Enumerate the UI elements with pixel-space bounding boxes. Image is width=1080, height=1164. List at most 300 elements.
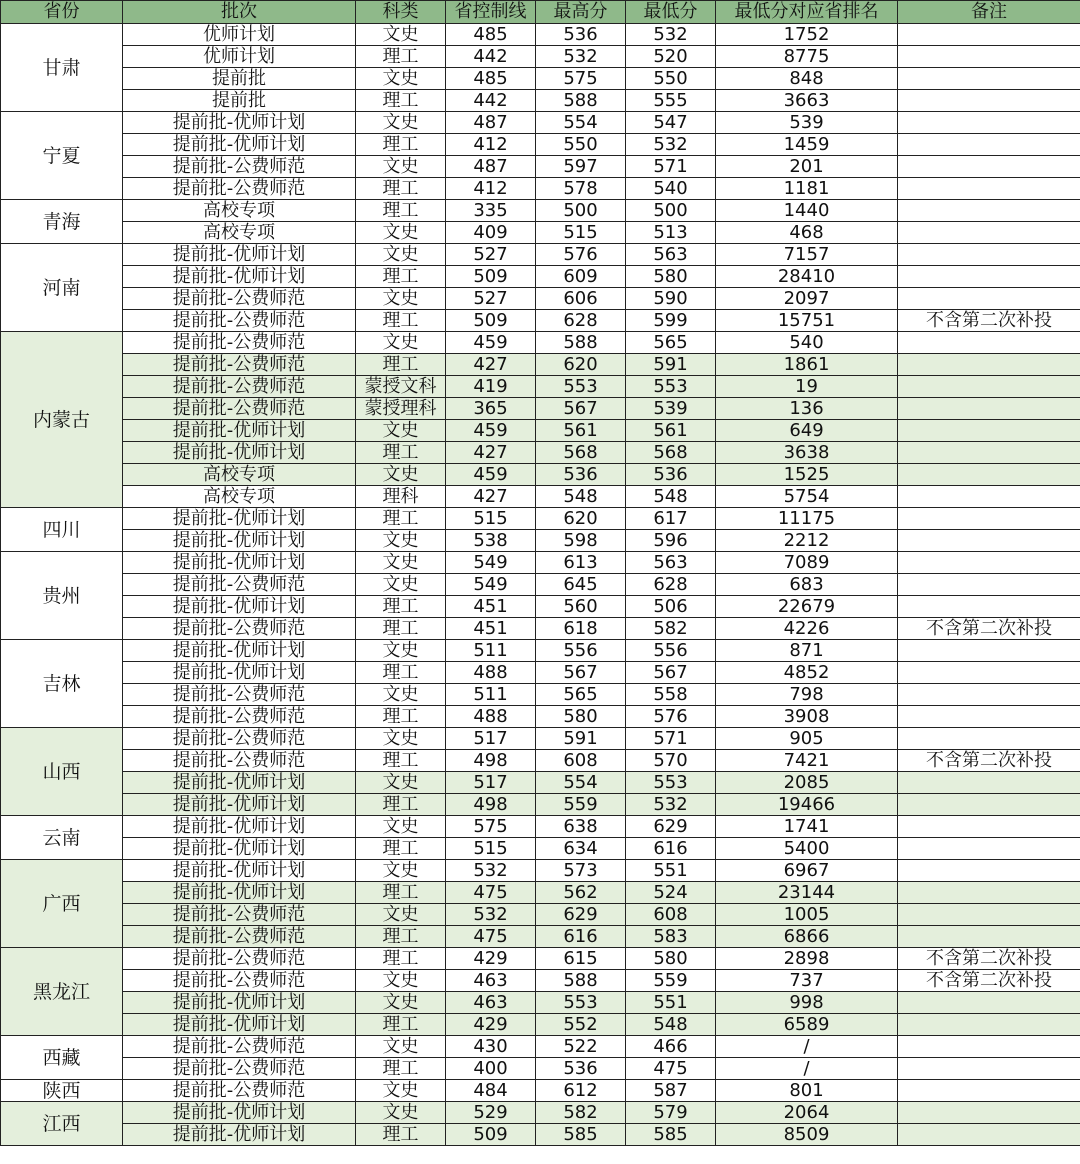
min-score-cell: 556: [626, 640, 716, 662]
table-row: [1, 904, 1080, 926]
max-score-cell: 515: [536, 222, 626, 244]
control-line-cell: 459: [446, 464, 536, 486]
batch-cell: 提前批-公费师范: [123, 948, 356, 970]
note-cell: [898, 904, 1080, 926]
min-rank-cell: 998: [716, 992, 898, 1014]
subject-cell: 文史: [356, 640, 446, 662]
batch-cell: 提前批-优师计划: [123, 1124, 356, 1146]
min-rank-cell: 28410: [716, 266, 898, 288]
note-cell: [898, 134, 1080, 156]
table-row: [1, 948, 1080, 970]
min-score-cell: 583: [626, 926, 716, 948]
min-rank-cell: 1181: [716, 178, 898, 200]
table-row: [1, 354, 1080, 376]
min-rank-cell: 6967: [716, 860, 898, 882]
min-score-cell: 550: [626, 68, 716, 90]
min-rank-cell: 539: [716, 112, 898, 134]
min-score-cell: 590: [626, 288, 716, 310]
table-row: [1, 398, 1080, 420]
batch-cell: 提前批-公费师范: [123, 156, 356, 178]
max-score-cell: 568: [536, 442, 626, 464]
max-score-cell: 588: [536, 970, 626, 992]
note-cell: [898, 1080, 1080, 1102]
max-score-cell: 556: [536, 640, 626, 662]
table-row: [1, 200, 1080, 222]
subject-cell: 理工: [356, 46, 446, 68]
header-row: [1, 1, 1080, 24]
batch-cell: 提前批-公费师范: [123, 178, 356, 200]
control-line-cell: 335: [446, 200, 536, 222]
max-score-cell: 580: [536, 706, 626, 728]
max-score-cell: 575: [536, 68, 626, 90]
table-row: [1, 1058, 1080, 1080]
batch-cell: 提前批-优师计划: [123, 266, 356, 288]
max-score-cell: 553: [536, 376, 626, 398]
table-row: [1, 46, 1080, 68]
min-score-cell: 506: [626, 596, 716, 618]
note-cell: [898, 596, 1080, 618]
note-cell: [898, 1058, 1080, 1080]
batch-cell: 提前批-公费师范: [123, 706, 356, 728]
batch-cell: 提前批-公费师范: [123, 288, 356, 310]
province-cell: 宁夏: [1, 112, 123, 200]
note-cell: [898, 1014, 1080, 1036]
control-line-cell: 419: [446, 376, 536, 398]
min-rank-cell: 1741: [716, 816, 898, 838]
province-cell: 四川: [1, 508, 123, 552]
min-score-cell: 548: [626, 486, 716, 508]
batch-cell: 提前批-优师计划: [123, 420, 356, 442]
table-row: [1, 926, 1080, 948]
max-score-cell: 567: [536, 398, 626, 420]
min-score-cell: 571: [626, 156, 716, 178]
control-line-cell: 517: [446, 728, 536, 750]
subject-cell: 理工: [356, 310, 446, 332]
province-cell: 云南: [1, 816, 123, 860]
min-rank-cell: 798: [716, 684, 898, 706]
subject-cell: 蒙授理科: [356, 398, 446, 420]
min-score-cell: 591: [626, 354, 716, 376]
batch-cell: 提前批-公费师范: [123, 750, 356, 772]
batch-cell: 提前批-优师计划: [123, 596, 356, 618]
batch-cell: 提前批-优师计划: [123, 508, 356, 530]
min-rank-cell: 3908: [716, 706, 898, 728]
header-batch: 批次: [123, 1, 356, 24]
batch-cell: 高校专项: [123, 486, 356, 508]
batch-cell: 提前批-公费师范: [123, 310, 356, 332]
max-score-cell: 591: [536, 728, 626, 750]
subject-cell: 文史: [356, 1080, 446, 1102]
note-cell: [898, 156, 1080, 178]
batch-cell: 提前批-公费师范: [123, 1058, 356, 1080]
table-row: [1, 706, 1080, 728]
table-row: [1, 332, 1080, 354]
control-line-cell: 515: [446, 508, 536, 530]
table-row: [1, 288, 1080, 310]
table-row: [1, 1124, 1080, 1146]
control-line-cell: 409: [446, 222, 536, 244]
control-line-cell: 427: [446, 442, 536, 464]
note-cell: 不含第二次补投: [898, 750, 1080, 772]
province-cell: 广西: [1, 860, 123, 948]
batch-cell: 提前批-公费师范: [123, 574, 356, 596]
max-score-cell: 560: [536, 596, 626, 618]
subject-cell: 理工: [356, 1124, 446, 1146]
min-score-cell: 540: [626, 178, 716, 200]
min-rank-cell: 1005: [716, 904, 898, 926]
table-row: [1, 530, 1080, 552]
max-score-cell: 548: [536, 486, 626, 508]
min-score-cell: 608: [626, 904, 716, 926]
control-line-cell: 365: [446, 398, 536, 420]
control-line-cell: 484: [446, 1080, 536, 1102]
min-score-cell: 466: [626, 1036, 716, 1058]
subject-cell: 理工: [356, 266, 446, 288]
control-line-cell: 459: [446, 420, 536, 442]
note-cell: [898, 354, 1080, 376]
min-rank-cell: 4852: [716, 662, 898, 684]
batch-cell: 提前批-优师计划: [123, 992, 356, 1014]
note-cell: [898, 200, 1080, 222]
min-score-cell: 596: [626, 530, 716, 552]
min-score-cell: 555: [626, 90, 716, 112]
table-row: [1, 552, 1080, 574]
max-score-cell: 559: [536, 794, 626, 816]
control-line-cell: 412: [446, 134, 536, 156]
batch-cell: 提前批-优师计划: [123, 772, 356, 794]
subject-cell: 理工: [356, 948, 446, 970]
control-line-cell: 475: [446, 882, 536, 904]
subject-cell: 理工: [356, 706, 446, 728]
batch-cell: 提前批-优师计划: [123, 530, 356, 552]
subject-cell: 理工: [356, 90, 446, 112]
header-subject: 科类: [356, 1, 446, 24]
batch-cell: 提前批-公费师范: [123, 1036, 356, 1058]
batch-cell: 高校专项: [123, 464, 356, 486]
subject-cell: 文史: [356, 1102, 446, 1124]
note-cell: [898, 794, 1080, 816]
min-rank-cell: 468: [716, 222, 898, 244]
control-line-cell: 485: [446, 68, 536, 90]
max-score-cell: 616: [536, 926, 626, 948]
subject-cell: 理工: [356, 200, 446, 222]
min-score-cell: 563: [626, 244, 716, 266]
min-rank-cell: 649: [716, 420, 898, 442]
max-score-cell: 609: [536, 266, 626, 288]
min-rank-cell: 1459: [716, 134, 898, 156]
table-row: [1, 838, 1080, 860]
min-score-cell: 475: [626, 1058, 716, 1080]
note-cell: [898, 574, 1080, 596]
min-score-cell: 520: [626, 46, 716, 68]
min-score-cell: 580: [626, 266, 716, 288]
note-cell: [898, 398, 1080, 420]
control-line-cell: 451: [446, 596, 536, 618]
min-score-cell: 585: [626, 1124, 716, 1146]
note-cell: [898, 332, 1080, 354]
min-rank-cell: 4226: [716, 618, 898, 640]
max-score-cell: 536: [536, 24, 626, 46]
batch-cell: 高校专项: [123, 222, 356, 244]
min-score-cell: 563: [626, 552, 716, 574]
min-rank-cell: 1440: [716, 200, 898, 222]
min-score-cell: 570: [626, 750, 716, 772]
subject-cell: 文史: [356, 816, 446, 838]
table-row: [1, 486, 1080, 508]
table-row: [1, 1014, 1080, 1036]
note-cell: [898, 420, 1080, 442]
subject-cell: 理工: [356, 134, 446, 156]
note-cell: 不含第二次补投: [898, 970, 1080, 992]
min-rank-cell: 2212: [716, 530, 898, 552]
min-score-cell: 532: [626, 134, 716, 156]
min-rank-cell: 3663: [716, 90, 898, 112]
min-rank-cell: /: [716, 1058, 898, 1080]
province-cell: 陕西: [1, 1080, 123, 1102]
subject-cell: 理工: [356, 794, 446, 816]
subject-cell: 理工: [356, 662, 446, 684]
note-cell: [898, 68, 1080, 90]
max-score-cell: 629: [536, 904, 626, 926]
batch-cell: 提前批-优师计划: [123, 244, 356, 266]
subject-cell: 文史: [356, 332, 446, 354]
note-cell: [898, 640, 1080, 662]
max-score-cell: 500: [536, 200, 626, 222]
header-note: 备注: [898, 1, 1080, 24]
note-cell: 不含第二次补投: [898, 310, 1080, 332]
min-score-cell: 571: [626, 728, 716, 750]
control-line-cell: 509: [446, 266, 536, 288]
max-score-cell: 536: [536, 1058, 626, 1080]
subject-cell: 文史: [356, 860, 446, 882]
max-score-cell: 565: [536, 684, 626, 706]
table-row: [1, 970, 1080, 992]
control-line-cell: 511: [446, 640, 536, 662]
max-score-cell: 612: [536, 1080, 626, 1102]
note-cell: [898, 376, 1080, 398]
subject-cell: 文史: [356, 728, 446, 750]
control-line-cell: 515: [446, 838, 536, 860]
max-score-cell: 608: [536, 750, 626, 772]
subject-cell: 理工: [356, 750, 446, 772]
max-score-cell: 567: [536, 662, 626, 684]
min-score-cell: 629: [626, 816, 716, 838]
batch-cell: 高校专项: [123, 200, 356, 222]
table-row: [1, 508, 1080, 530]
table-row: [1, 750, 1080, 772]
note-cell: [898, 464, 1080, 486]
subject-cell: 文史: [356, 420, 446, 442]
subject-cell: 文史: [356, 992, 446, 1014]
min-rank-cell: 3638: [716, 442, 898, 464]
min-rank-cell: 871: [716, 640, 898, 662]
min-score-cell: 524: [626, 882, 716, 904]
note-cell: [898, 288, 1080, 310]
subject-cell: 文史: [356, 244, 446, 266]
max-score-cell: 645: [536, 574, 626, 596]
note-cell: [898, 222, 1080, 244]
table-row: [1, 464, 1080, 486]
batch-cell: 提前批-优师计划: [123, 662, 356, 684]
min-rank-cell: 7157: [716, 244, 898, 266]
province-cell: 山西: [1, 728, 123, 816]
max-score-cell: 550: [536, 134, 626, 156]
min-rank-cell: 2064: [716, 1102, 898, 1124]
batch-cell: 提前批-优师计划: [123, 640, 356, 662]
control-line-cell: 538: [446, 530, 536, 552]
control-line-cell: 463: [446, 970, 536, 992]
note-cell: [898, 728, 1080, 750]
min-rank-cell: /: [716, 1036, 898, 1058]
min-score-cell: 539: [626, 398, 716, 420]
table-row: [1, 442, 1080, 464]
control-line-cell: 527: [446, 288, 536, 310]
control-line-cell: 427: [446, 486, 536, 508]
max-score-cell: 578: [536, 178, 626, 200]
note-cell: [898, 112, 1080, 134]
batch-cell: 提前批-优师计划: [123, 860, 356, 882]
max-score-cell: 615: [536, 948, 626, 970]
note-cell: [898, 816, 1080, 838]
note-cell: [898, 992, 1080, 1014]
min-rank-cell: 1861: [716, 354, 898, 376]
max-score-cell: 613: [536, 552, 626, 574]
control-line-cell: 488: [446, 706, 536, 728]
note-cell: [898, 706, 1080, 728]
batch-cell: 提前批-优师计划: [123, 838, 356, 860]
subject-cell: 理工: [356, 618, 446, 640]
max-score-cell: 573: [536, 860, 626, 882]
table-row: [1, 1080, 1080, 1102]
control-line-cell: 442: [446, 46, 536, 68]
note-cell: [898, 1124, 1080, 1146]
subject-cell: 理工: [356, 442, 446, 464]
batch-cell: 提前批-优师计划: [123, 1014, 356, 1036]
control-line-cell: 487: [446, 156, 536, 178]
subject-cell: 理工: [356, 1058, 446, 1080]
subject-cell: 文史: [356, 552, 446, 574]
batch-cell: 提前批: [123, 68, 356, 90]
min-rank-cell: 5400: [716, 838, 898, 860]
min-score-cell: 500: [626, 200, 716, 222]
min-rank-cell: 7421: [716, 750, 898, 772]
batch-cell: 提前批-公费师范: [123, 332, 356, 354]
min-score-cell: 616: [626, 838, 716, 860]
note-cell: [898, 530, 1080, 552]
note-cell: [898, 46, 1080, 68]
min-score-cell: 553: [626, 376, 716, 398]
max-score-cell: 553: [536, 992, 626, 1014]
batch-cell: 提前批-优师计划: [123, 1102, 356, 1124]
batch-cell: 提前批-公费师范: [123, 904, 356, 926]
min-score-cell: 532: [626, 24, 716, 46]
province-cell: 江西: [1, 1102, 123, 1146]
min-rank-cell: 11175: [716, 508, 898, 530]
table-row: [1, 310, 1080, 332]
batch-cell: 提前批-公费师范: [123, 684, 356, 706]
min-score-cell: 628: [626, 574, 716, 596]
control-line-cell: 529: [446, 1102, 536, 1124]
note-cell: [898, 244, 1080, 266]
subject-cell: 文史: [356, 68, 446, 90]
header-control-line: 省控制线: [446, 1, 536, 24]
min-score-cell: 617: [626, 508, 716, 530]
max-score-cell: 554: [536, 112, 626, 134]
note-cell: [898, 178, 1080, 200]
min-score-cell: 561: [626, 420, 716, 442]
table-row: [1, 376, 1080, 398]
min-score-cell: 579: [626, 1102, 716, 1124]
min-rank-cell: 5754: [716, 486, 898, 508]
min-score-cell: 599: [626, 310, 716, 332]
subject-cell: 文史: [356, 772, 446, 794]
batch-cell: 提前批-公费师范: [123, 354, 356, 376]
min-rank-cell: 1752: [716, 24, 898, 46]
min-score-cell: 565: [626, 332, 716, 354]
subject-cell: 理工: [356, 178, 446, 200]
note-cell: 不含第二次补投: [898, 618, 1080, 640]
subject-cell: 文史: [356, 222, 446, 244]
control-line-cell: 509: [446, 1124, 536, 1146]
subject-cell: 文史: [356, 288, 446, 310]
province-cell: 黑龙江: [1, 948, 123, 1036]
table-row: [1, 882, 1080, 904]
subject-cell: 文史: [356, 464, 446, 486]
table-row: [1, 112, 1080, 134]
min-rank-cell: 2097: [716, 288, 898, 310]
max-score-cell: 588: [536, 332, 626, 354]
table-row: [1, 222, 1080, 244]
min-rank-cell: 7089: [716, 552, 898, 574]
table-row: [1, 728, 1080, 750]
max-score-cell: 618: [536, 618, 626, 640]
table-body: [1, 24, 1080, 1146]
min-rank-cell: 540: [716, 332, 898, 354]
note-cell: [898, 926, 1080, 948]
subject-cell: 文史: [356, 684, 446, 706]
max-score-cell: 598: [536, 530, 626, 552]
note-cell: [898, 662, 1080, 684]
table-row: [1, 68, 1080, 90]
subject-cell: 文史: [356, 24, 446, 46]
table-row: [1, 596, 1080, 618]
min-rank-cell: 19: [716, 376, 898, 398]
table-row: [1, 640, 1080, 662]
control-line-cell: 488: [446, 662, 536, 684]
batch-cell: 提前批-优师计划: [123, 816, 356, 838]
max-score-cell: 561: [536, 420, 626, 442]
min-score-cell: 532: [626, 794, 716, 816]
province-cell: 吉林: [1, 640, 123, 728]
min-rank-cell: 1525: [716, 464, 898, 486]
table-row: [1, 1102, 1080, 1124]
min-rank-cell: 201: [716, 156, 898, 178]
note-cell: [898, 838, 1080, 860]
note-cell: [898, 552, 1080, 574]
batch-cell: 提前批-公费师范: [123, 970, 356, 992]
min-score-cell: 548: [626, 1014, 716, 1036]
batch-cell: 提前批-公费师范: [123, 618, 356, 640]
control-line-cell: 400: [446, 1058, 536, 1080]
min-rank-cell: 683: [716, 574, 898, 596]
max-score-cell: 588: [536, 90, 626, 112]
control-line-cell: 532: [446, 904, 536, 926]
control-line-cell: 463: [446, 992, 536, 1014]
min-score-cell: 551: [626, 992, 716, 1014]
subject-cell: 文史: [356, 112, 446, 134]
province-cell: 甘肃: [1, 24, 123, 112]
control-line-cell: 527: [446, 244, 536, 266]
